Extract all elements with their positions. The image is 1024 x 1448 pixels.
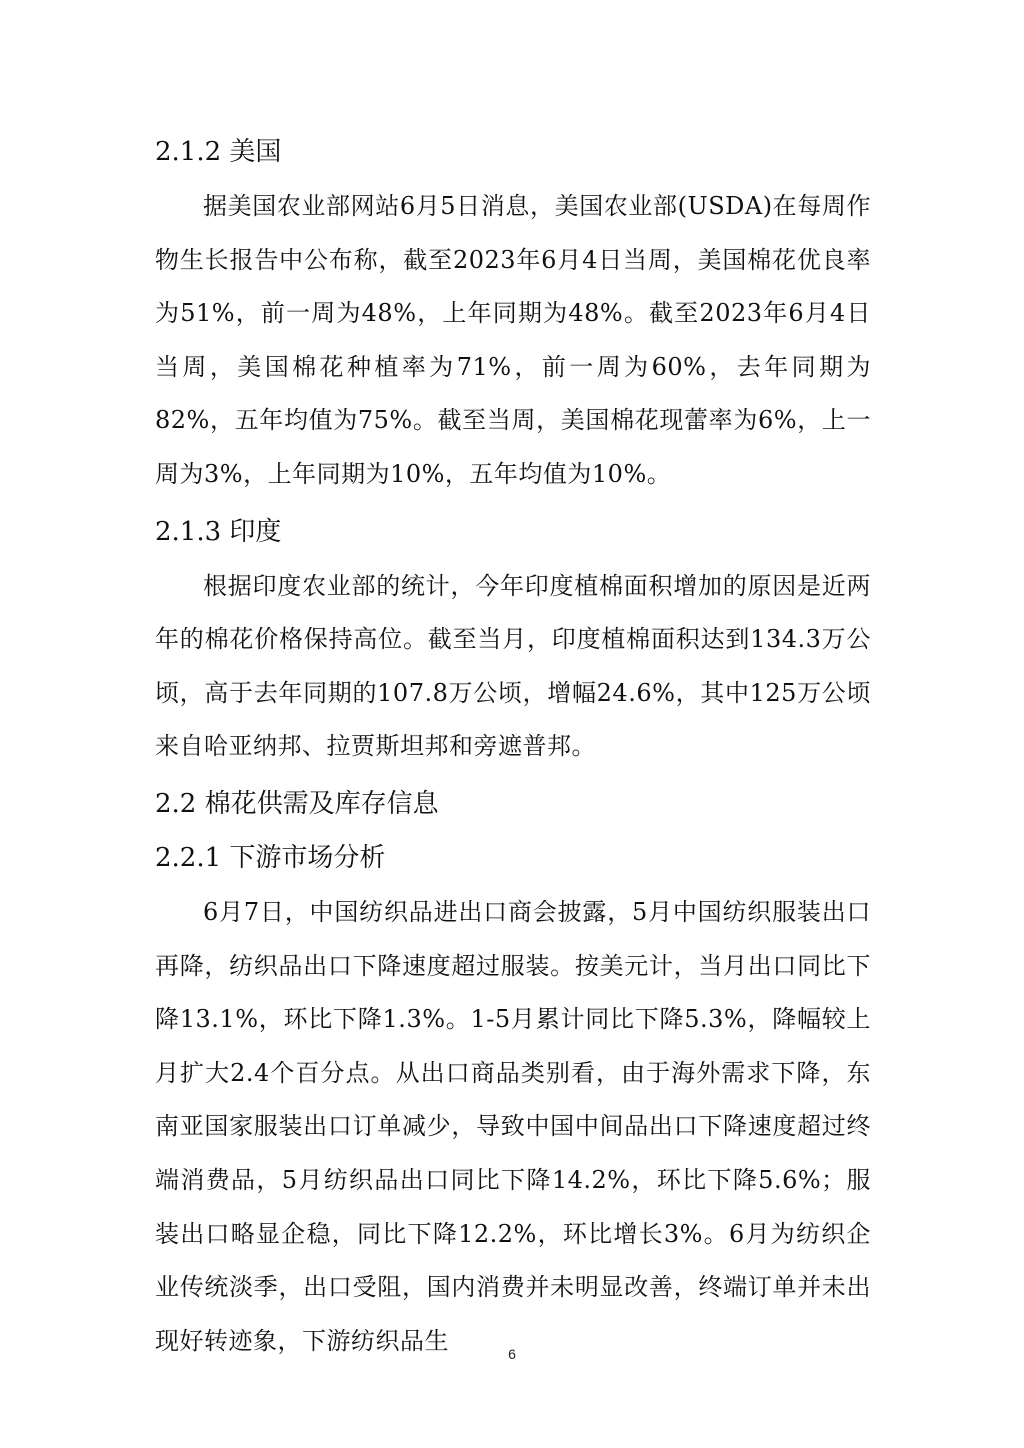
section-paragraph-us: 据美国农业部网站6月5日消息，美国农业部(USDA)在每周作物生长报告中公布称，截至2023年6月4日当周，美国棉花优良率为51%，前一周为48%，上年同期为48%。截至2023年6月4日当周，美国棉花种植率为71%，前一周为60%，去年同期为82%，五年均值为75%。截至当周，美国棉花现蕾率为6%，上一周为3%，上年同期为10%，五年均值为10%。 [155, 192, 871, 488]
section-paragraph-india: 根据印度农业部的统计，今年印度植棉面积增加的原因是近两年的棉花价格保持高位。截至当月，印度植棉面积达到134.3万公顷，高于去年同期的107.8万公顷，增幅24.6%，其中125万公顷来自哈亚纳邦、拉贾斯坦邦和旁遮普邦。 [155, 571, 871, 761]
section-heading-us: 2.1.2 美国 [155, 137, 282, 167]
section-heading-downstream: 2.2.1 下游市场分析 [155, 842, 386, 873]
section-heading-india: 2.1.3 印度 [155, 516, 282, 547]
page-content [155, 126, 871, 1368]
section-paragraph-downstream: 6月7日，中国纺织品进出口商会披露，5月中国纺织服装出口再降，纺织品出口下降速度超过服装。按美元计，当月出口同比下降13.1%，环比下降1.3%。1-5月累计同比下降5.3%，降幅较上月扩大2.4个百分点。从出口商品类别看，由于海外需求下降，东南亚国家服装出口订单减少，导致中国中间品出口下降速度超过终端消费品，5月纺织品出口同比下降14.2%，环比下降5.6%；服装出口略显企稳，同比下降12.2%，环比增长3%。6月为纺织企业传统淡季，出口受阻，国内消费并未明显改善，终端订单并未出现好转迹象，下游纺织品生 [155, 897, 871, 1355]
section-heading-supply-demand: 2.2 棉花供需及库存信息 [155, 788, 439, 819]
page-number: 6 [508, 1346, 516, 1362]
